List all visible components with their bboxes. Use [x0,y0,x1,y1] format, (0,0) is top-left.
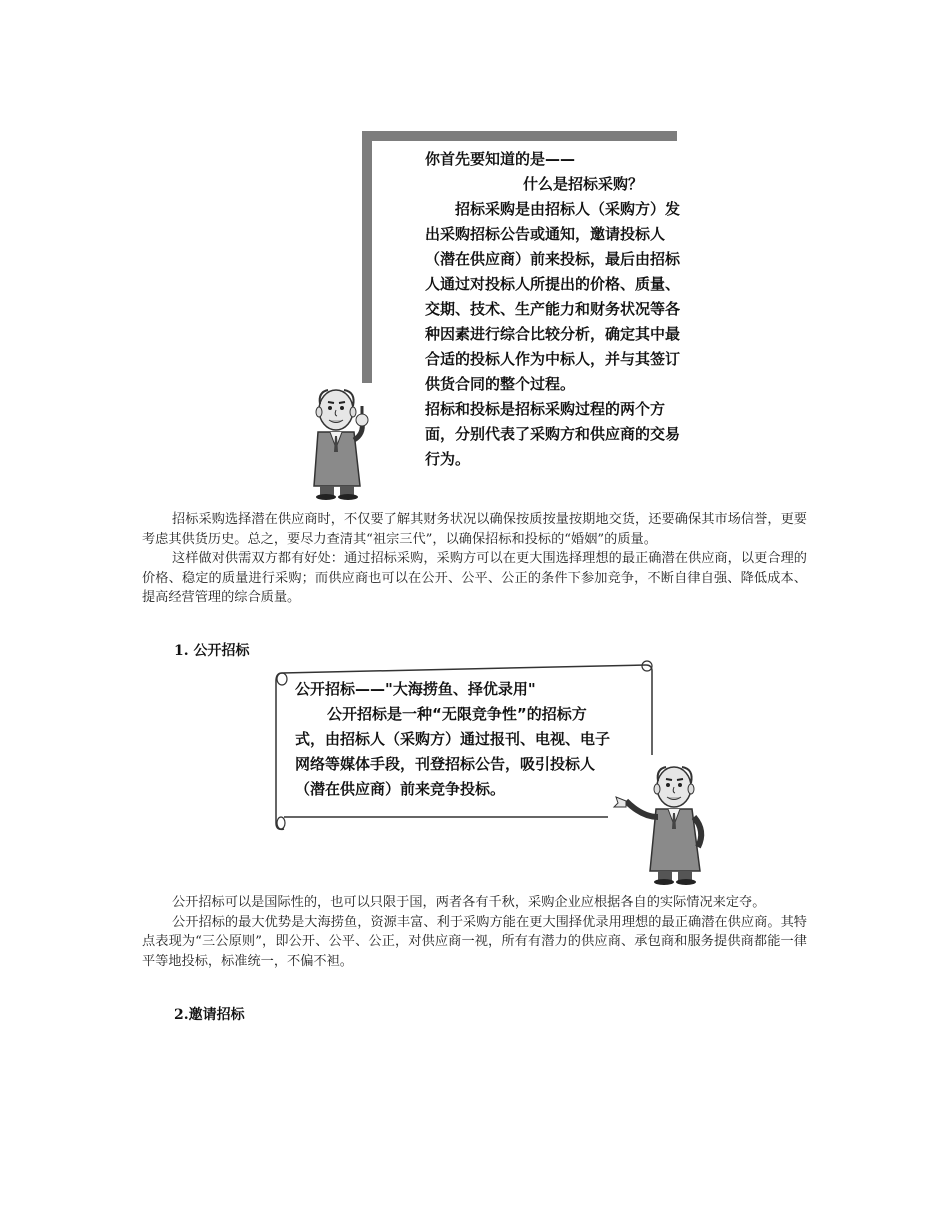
callout-intro: 你首先要知道的是—— [425,150,576,168]
callout-definition: 招标采购是由招标人（采购方）发出采购招标公告或通知，邀请投标人（潜在供应商）前来投标，最后由招标人通过对投标人所提出的价格、质量、交期、技术、生产能力和财务状况等各种因素进行综合比较分析，确定其中最合适的投标人作为中标人，并与其签订供货合同的整个过程。 [425,200,681,393]
callout-open-paragraph: 公开招标是一种“无限竞争性”的招标方式，由招标人（采购方）通过报刊、电视、电子网络等媒体手段，刊登招标公告，吸引投标人（潜在供应商）前来竞争投标。 [295,705,611,798]
callout-open-bidding [295,677,613,802]
callout-frame-left [362,131,372,383]
body-section-1 [142,510,807,608]
cartoon-businessman-presenting-illustration [612,757,720,887]
callout-question: 什么是招标采购？ [523,175,644,193]
paragraph: 这样做对供需双方都有好处：通过招标采购，采购方可以在更大围选择理想的最正确潜在供应商，以更合理的价格、稳定的质量进行采购；而供应商也可以在公开、公平、公正的条件下参加竞争，不断自律自强、降低成本、提高经营管理的综合质量。 [142,551,807,605]
paragraph: 公开招标的最大优势是大海捞鱼，资源丰富、利于采购方能在更大围择优录用理想的最正确潜在供应商。其特点表现为“三公原则”，即公开、公平、公正，对供应商一视，所有有潜力的供应商、承包商和服务提供商都能一律平等地投标，标准统一，不偏不袒。 [142,914,807,969]
body-section-2 [142,893,807,971]
heading-invited-bidding: 2.邀请招标 [174,1007,245,1023]
heading-open-bidding: 1. 公开招标 [174,643,250,659]
callout-open-title: 公开招标——"大海捞鱼、择优录用" [295,680,536,698]
paragraph: 招标采购选择潜在供应商时，不仅要了解其财务状况以确保按质按量按期地交货，还要确保其市场信誉，更要考虑其供货历史。总之，要尽力查清其“祖宗三代”，以确保招标和投标的“婚姻”的质量。 [142,512,807,547]
paragraph: 公开招标可以是国际性的，也可以只限于国，两者各有千秋，采购企业应根据各自的实际情况来定夺。 [172,895,766,910]
cartoon-businessman-illustration [300,382,380,500]
callout-two-sides: 招标和投标是招标采购过程的两个方面，分别代表了采购方和供应商的交易行为。 [425,400,681,468]
callout-frame-top [362,131,677,141]
callout-bidding-definition [425,147,685,472]
